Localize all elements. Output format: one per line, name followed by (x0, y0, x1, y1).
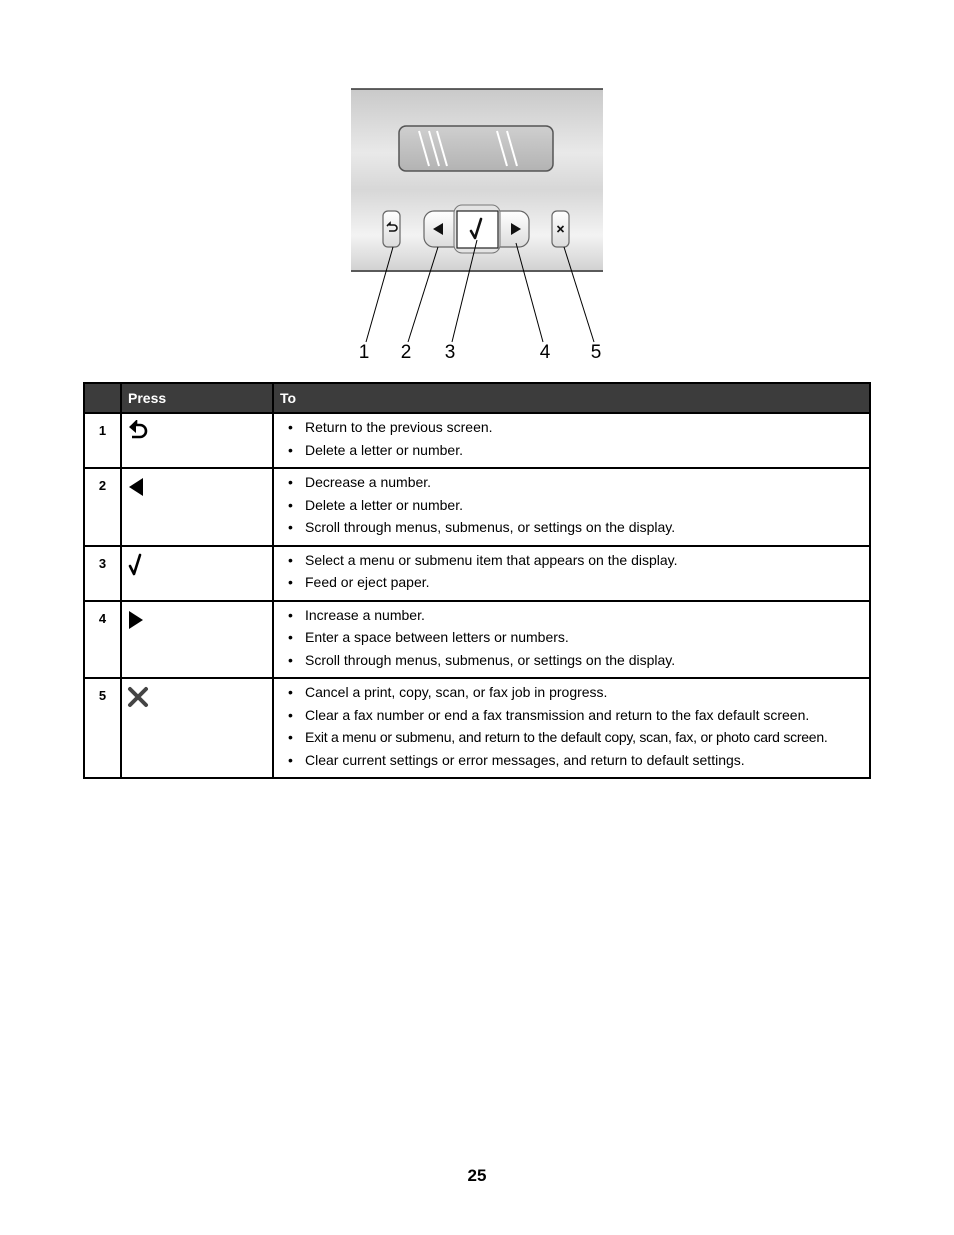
list-item: • Cancel a print, copy, scan, or fax job in progress. (288, 684, 865, 701)
header-to: To (273, 383, 870, 413)
lcd-display (399, 126, 553, 171)
function-list (288, 419, 865, 459)
list-item: • Clear current settings or error messages, and return to default settings. (288, 752, 865, 769)
row-number: 4 (84, 601, 121, 679)
table-row (84, 601, 870, 679)
callout-5: 5 (590, 342, 602, 363)
function-list (288, 684, 865, 769)
callout-3: 3 (444, 342, 456, 363)
page-number: 25 (467, 1166, 487, 1185)
left-arrow-icon (126, 475, 150, 499)
row-number: 5 (84, 678, 121, 778)
list-item: • Decrease a number. (288, 474, 865, 491)
callout-1: 1 (358, 342, 370, 363)
table-row (84, 678, 870, 778)
list-item: • Increase a number. (288, 607, 865, 624)
list-item: • Delete a letter or number. (288, 442, 865, 459)
list-item: • Clear a fax number or end a fax transmission and return to the fax default screen. (288, 707, 865, 724)
callout-2: 2 (400, 342, 412, 363)
callout-4: 4 (539, 342, 551, 363)
control-panel-drawing (340, 80, 620, 370)
right-arrow-icon (126, 608, 150, 632)
button-function-table (83, 382, 871, 779)
button-function-table-wrap (83, 382, 871, 779)
control-panel-illustration (340, 80, 620, 370)
row-number: 2 (84, 468, 121, 546)
function-list (288, 552, 865, 592)
header-press: Press (121, 383, 273, 413)
cancel-x-icon (126, 685, 150, 709)
back-arrow-icon (126, 420, 150, 444)
list-item: • Scroll through menus, submenus, or settings on the display. (288, 652, 865, 669)
list-item: • Delete a letter or number. (288, 497, 865, 514)
list-item: • Enter a space between letters or numbers. (288, 629, 865, 646)
table-header-row (84, 383, 870, 413)
function-list (288, 607, 865, 669)
list-item: • Select a menu or submenu item that appears on the display. (288, 552, 865, 569)
list-item: • Return to the previous screen. (288, 419, 865, 436)
checkmark-icon (126, 553, 150, 577)
list-item: • Exit a menu or submenu, and return to the default copy, scan, fax, or photo card screen. (288, 729, 865, 746)
table-row (84, 413, 870, 468)
header-number (84, 383, 121, 413)
function-list (288, 474, 865, 536)
list-item: • Feed or eject paper. (288, 574, 865, 591)
table-row (84, 468, 870, 546)
row-number: 1 (84, 413, 121, 468)
list-item: • Scroll through menus, submenus, or settings on the display. (288, 519, 865, 536)
table-row (84, 546, 870, 601)
row-number: 3 (84, 546, 121, 601)
